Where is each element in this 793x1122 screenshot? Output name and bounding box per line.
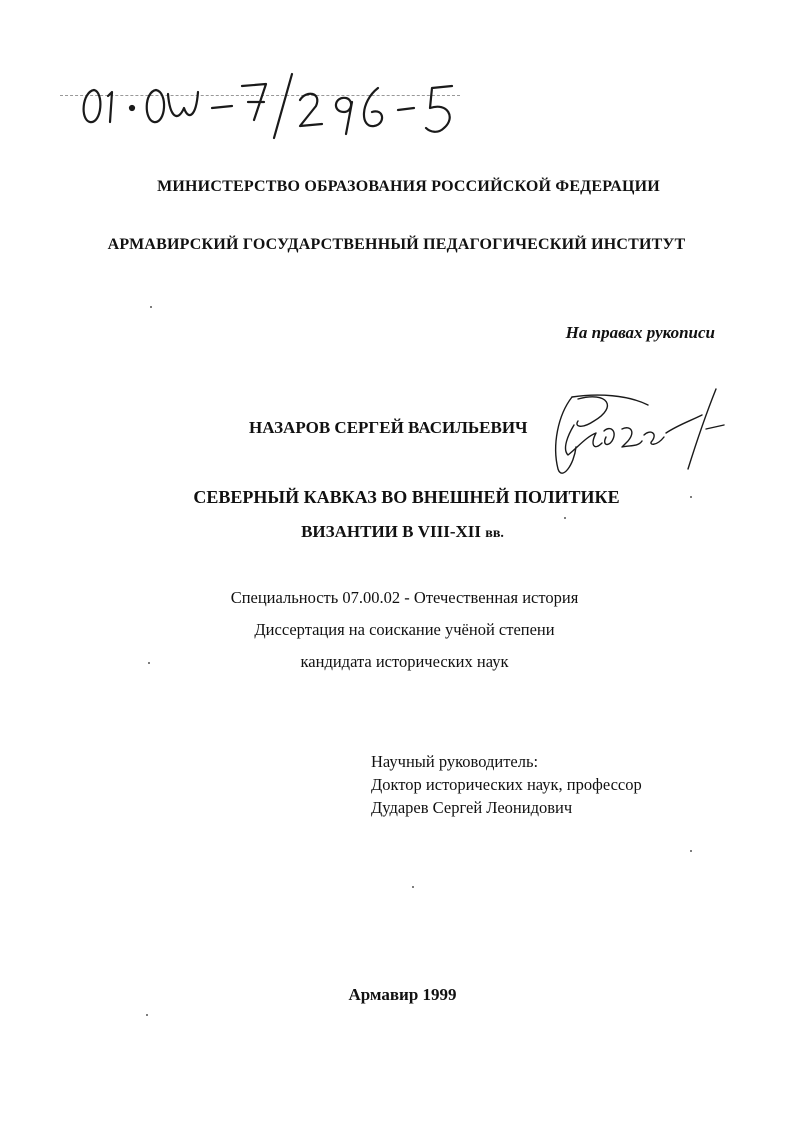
- institute-name: АРМАВИРСКИЙ ГОСУДАРСТВЕННЫЙ ПЕДАГОГИЧЕСКИЙ ИНСТИТУТ: [107, 236, 686, 253]
- place-and-year: Армавир 1999: [348, 985, 457, 1004]
- ministry-name: МИНИСТЕРСТВО ОБРАЗОВАНИЯ РОССИЙСКОЙ ФЕДЕРАЦИИ: [157, 178, 660, 195]
- dissertation-title-period: ВИЗАНТИИ В VIII-XII: [301, 522, 482, 541]
- advisor-name: Дударев Сергей Леонидович: [371, 798, 573, 817]
- scan-speck: [690, 496, 692, 498]
- degree: кандидата исторических наук: [300, 652, 509, 671]
- scan-speck: [148, 662, 150, 664]
- specialty: Специальность 07.00.02 - Отечественная история: [230, 588, 579, 607]
- scan-speck: [412, 886, 414, 888]
- handwritten-registry-number: [60, 68, 480, 148]
- author-signature: [538, 385, 738, 485]
- scan-speck: [690, 850, 692, 852]
- dissertation-title-line-2: [0, 522, 793, 542]
- dissertation-title-suffix: вв.: [485, 526, 504, 541]
- dissertation-title-line-1: СЕВЕРНЫЙ КАВКАЗ ВО ВНЕШНЕЙ ПОЛИТИКЕ: [193, 487, 620, 507]
- scan-speck: [150, 306, 152, 308]
- manuscript-rights-note: На правах рукописи: [565, 323, 715, 342]
- dissertation-purpose: Диссертация на соискание учёной степени: [254, 620, 555, 639]
- advisor-label: Научный руководитель:: [371, 752, 539, 771]
- author-name: НАЗАРОВ СЕРГЕЙ ВАСИЛЬЕВИЧ: [249, 418, 528, 437]
- advisor-block: [371, 750, 642, 819]
- scan-speck: [564, 517, 566, 519]
- scan-speck: [146, 1014, 148, 1016]
- advisor-rank: Доктор исторических наук, профессор: [371, 775, 642, 794]
